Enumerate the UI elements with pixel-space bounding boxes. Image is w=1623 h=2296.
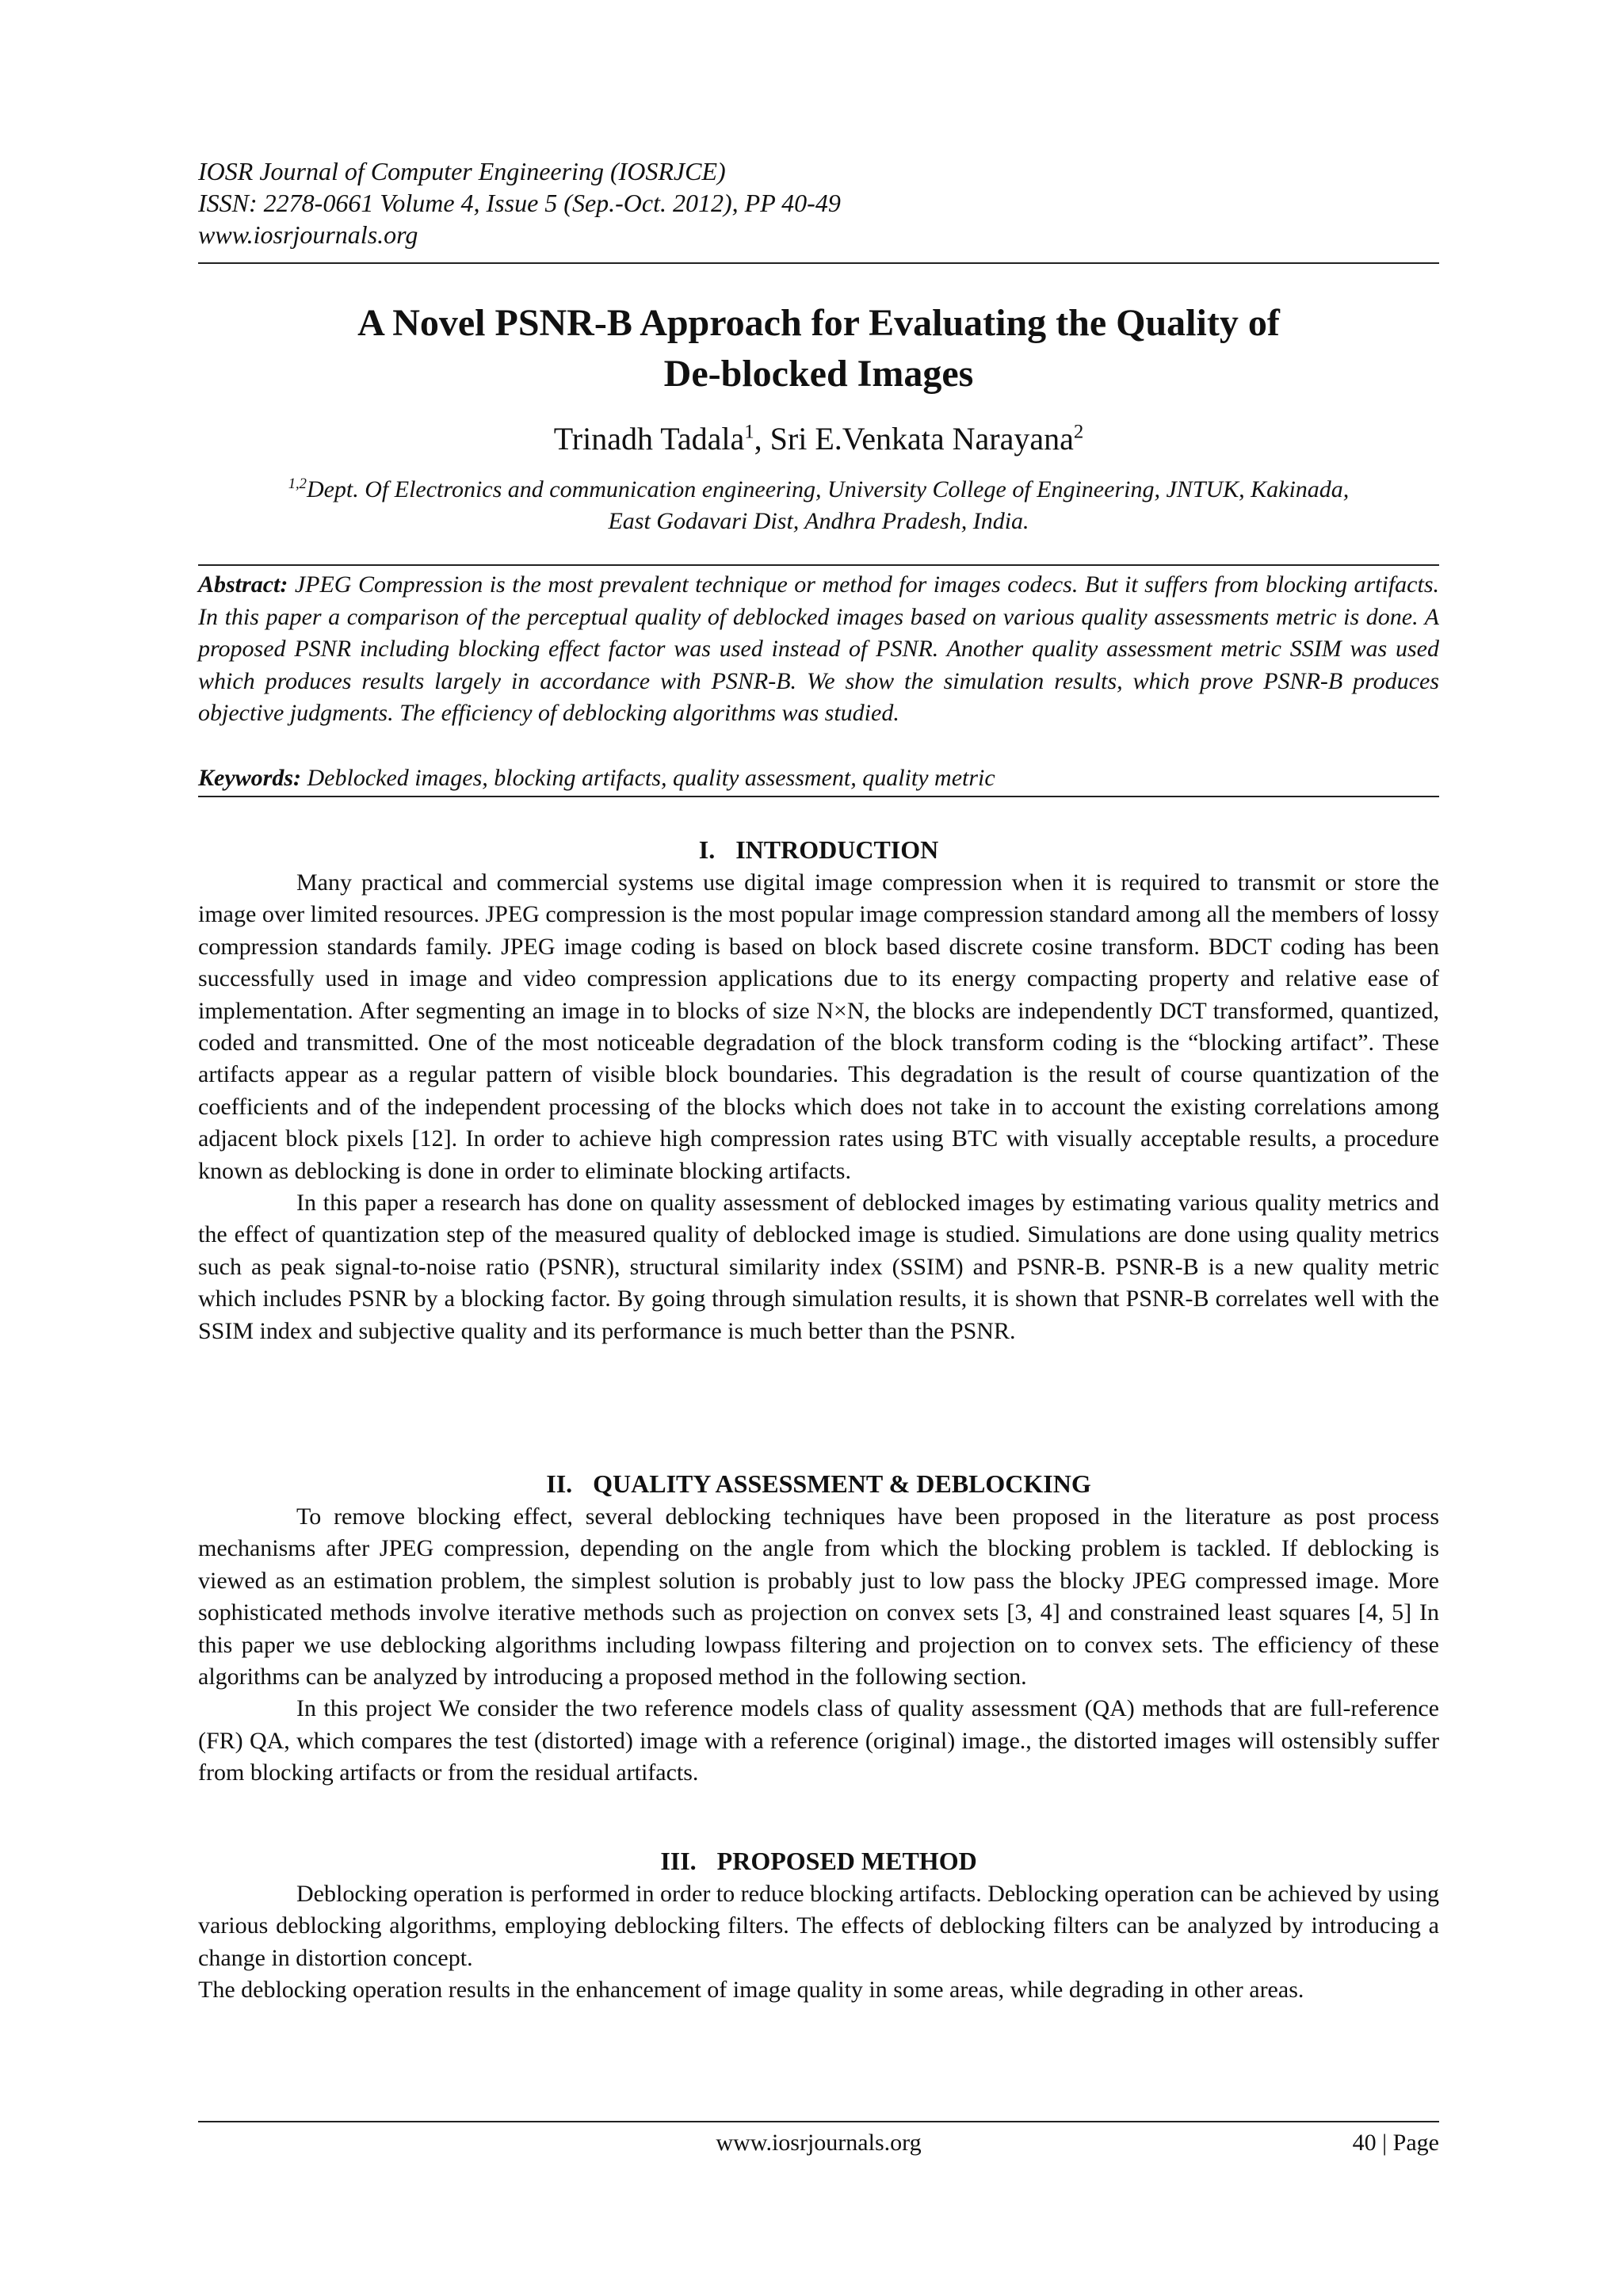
keywords <box>198 762 1439 794</box>
paragraph: To remove blocking effect, several deblocking techniques have been proposed in the literature as post process mechanisms after JPEG compression, depending on the angle from which the blocking problem is tackled. If deblocking is viewed as an estimation problem, the simplest solution is probably just to low pass the blocky JPEG compressed image. More sophisticated methods involve iterative methods such as projection on convex sets [3, 4] and constrained least squares [4, 5] In this paper we use deblocking algorithms including lowpass filtering and projection on to convex sets. The efficiency of these algorithms can be analyzed by introducing a proposed method in the following section. <box>198 1503 1439 1690</box>
abstract-text: JPEG Compression is the most prevalent technique or method for images codecs. But it suffers from blocking artifacts. In this paper a comparison of the perceptual quality of deblocked images based on various quality assessments metric is done. A proposed PSNR including blocking effect factor was used instead of PSNR. Another quality assessment metric SSIM was used which produces results largely in accordance with PSNR-B. We show the simulation results, which prove PSNR-B produces objective judgments. The efficiency of deblocking algorithms was studied. <box>198 571 1439 727</box>
affiliation-line-1: Dept. Of Electronics and communication engineering, University College of Engineering, JNTUK, Kakinada, <box>306 476 1350 502</box>
abstract-top-rule <box>198 564 1439 566</box>
section-body-proposed-method <box>198 1878 1439 2007</box>
keywords-text: Deblocked images, blocking artifacts, quality assessment, quality metric <box>307 765 995 791</box>
footer-website: www.iosrjournals.org <box>716 2130 922 2156</box>
section-number: III. <box>660 1847 697 1875</box>
paper-title <box>198 298 1439 399</box>
paragraph: The deblocking operation results in the enhancement of image quality in some areas, while degrading in other areas. <box>198 1977 1304 2004</box>
section-heading-quality-assessment <box>198 1468 1439 1499</box>
section-body-introduction <box>198 867 1439 1347</box>
title-line-1: A Novel PSNR-B Approach for Evaluating the Quality of <box>357 302 1280 344</box>
author-1: Trinadh Tadala <box>553 421 745 457</box>
paragraph: Many practical and commercial systems use digital image compression when it is required to transmit or store the image over limited resources. JPEG compression is the most popular image compression standard among all the members of lossy compression standards family. JPEG image coding is based on block based discrete cosine transform. BDCT coding has been successfully used in image and video compression applications due to its energy compacting property and relative ease of implementation. After segmenting an image in to blocks of size N×N, the blocks are independently DCT transformed, quantized, coded and transmitted. One of the most noticeable degradation of the block transform coding is the “blocking artifact”. These artifacts appear as a regular pattern of visible block boundaries. This degradation is the result of course quantization of the coefficients and of the independent processing of the blocks which does not take in to account the existing correlations among adjacent block pixels [12]. In order to achieve high compression rates using BTC with visually acceptable results, a procedure known as deblocking is done in order to eliminate blocking artifacts. <box>198 869 1439 1184</box>
abstract <box>198 569 1439 730</box>
section-number: II. <box>546 1469 573 1498</box>
journal-issn: ISSN: 2278-0661 Volume 4, Issue 5 (Sep.-Oct. 2012), PP 40-49 <box>198 189 841 217</box>
paragraph: In this project We consider the two reference models class of quality assessment (QA) methods that are full-reference (FR) QA, which compares the test (distorted) image with a reference (original) image., the distorted images will ostensibly suffer from blocking artifacts or from the residual artifacts. <box>198 1695 1439 1786</box>
abstract-bottom-rule <box>198 796 1439 797</box>
section-title: QUALITY ASSESSMENT & DEBLOCKING <box>593 1469 1091 1498</box>
section-title: PROPOSED METHOD <box>716 1847 977 1875</box>
section-number: I. <box>698 835 716 864</box>
affiliation-mark: 1,2 <box>288 476 307 492</box>
affiliation-line-2: East Godavari Dist, Andhra Pradesh, India. <box>608 508 1029 534</box>
author-1-affil-mark: 1 <box>744 421 754 443</box>
section-body-quality-assessment <box>198 1501 1439 1790</box>
journal-name: IOSR Journal of Computer Engineering (IOSRJCE) <box>198 157 726 185</box>
section-title: INTRODUCTION <box>735 835 939 864</box>
title-line-2: De-blocked Images <box>663 353 974 395</box>
author-2: Sri E.Venkata Narayana <box>769 421 1074 457</box>
author-list <box>198 420 1439 458</box>
section-heading-proposed-method <box>198 1845 1439 1877</box>
author-separator: , <box>754 421 770 457</box>
journal-website: www.iosrjournals.org <box>198 220 418 249</box>
header-rule <box>198 262 1439 264</box>
abstract-label: Abstract: <box>198 571 288 598</box>
author-2-affil-mark: 2 <box>1073 421 1084 443</box>
paragraph: Deblocking operation is performed in order to reduce blocking artifacts. Deblocking operation can be achieved by using various deblocking algorithms, employing deblocking filters. The effects of deblocking filters can be analyzed by introducing a change in distortion concept. <box>198 1881 1440 1971</box>
section-heading-introduction <box>198 834 1439 865</box>
page-number: 40 | Page <box>1352 2130 1439 2156</box>
journal-header <box>198 155 1439 250</box>
keywords-label: Keywords: <box>198 765 301 791</box>
affiliation <box>198 474 1439 537</box>
paragraph: In this paper a research has done on quality assessment of deblocked images by estimating various quality metrics and the effect of quantization step of the measured quality of deblocked image is studied. Simulations are done using quality metrics such as peak signal-to-noise ratio (PSNR), structural similarity index (SSIM) and PSNR-B. PSNR-B is a new quality metric which includes PSNR by a blocking factor. By going through simulation results, it is shown that PSNR-B correlates well with the SSIM index and subjective quality and its performance is much better than the PSNR. <box>198 1190 1439 1344</box>
footer-rule <box>198 2121 1439 2122</box>
